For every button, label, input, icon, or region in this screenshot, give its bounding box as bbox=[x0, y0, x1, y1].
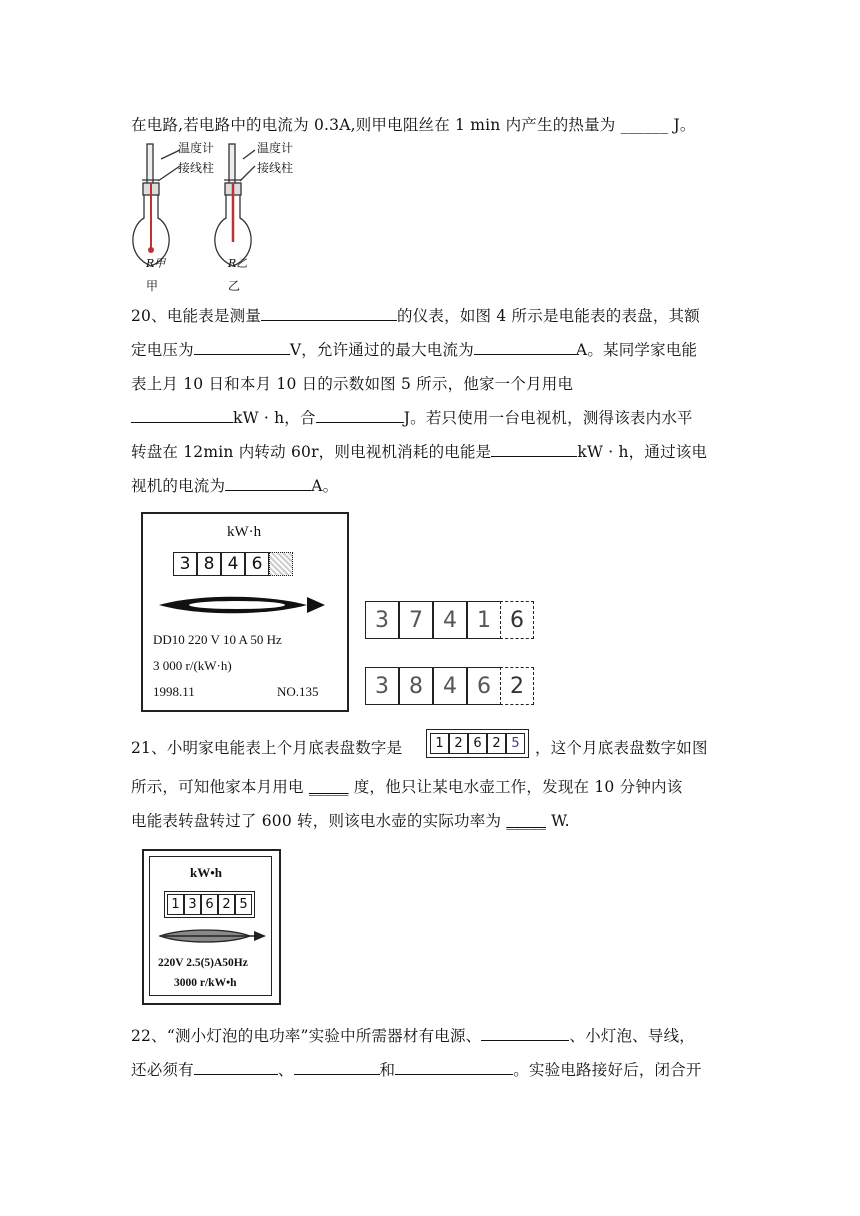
blank-instrument-2 bbox=[194, 1060, 278, 1075]
meter-digit: 3 bbox=[173, 552, 197, 576]
meter-unit: kW·h bbox=[227, 524, 262, 540]
q22-line-2: 还必须有 、 和 。实验电路接好后，闭合开 bbox=[131, 1061, 702, 1079]
reading-last-month bbox=[365, 601, 534, 639]
blank-measure bbox=[261, 306, 397, 321]
blank-tv-energy bbox=[491, 442, 577, 457]
meter-rev: 3000 r/kW•h bbox=[174, 977, 237, 989]
meter-spec: DD10 220 V 10 A 50 Hz bbox=[153, 632, 282, 647]
blank-max-current bbox=[474, 340, 576, 355]
meter-unit: kW•h bbox=[190, 865, 223, 880]
right-terminal-label: 接线柱 bbox=[257, 161, 294, 175]
meter-spec: 220V 2.5(5)A50Hz bbox=[158, 957, 248, 969]
meter-panel-q21 bbox=[142, 849, 281, 1005]
left-flask bbox=[133, 144, 180, 266]
q22-line-1: 22、“测小灯泡的电功率”实验中所需器材有电源、 、小灯泡、导线， bbox=[131, 1027, 695, 1045]
left-thermometer-label: 温度计 bbox=[178, 141, 215, 155]
meter-arrow-icon bbox=[158, 927, 268, 945]
meter-digit: 3 bbox=[184, 894, 201, 915]
meter-arrow-icon bbox=[157, 592, 327, 618]
meter-panel-fig4 bbox=[141, 512, 349, 712]
blank-instrument-4 bbox=[395, 1060, 513, 1075]
q19-text: 在电路,若电路中的电流为 0.3A,则甲电阻丝在 1 min 内产生的热量为 ______ J。 bbox=[131, 116, 696, 134]
inline-digit: 6 bbox=[468, 733, 487, 754]
q20-line-6: 视机的电流为 A。 bbox=[131, 477, 339, 495]
reading-digit: 4 bbox=[433, 667, 467, 705]
right-resistor-label: R乙 bbox=[228, 257, 248, 270]
meter-digits bbox=[173, 552, 293, 576]
q21-line-1: 21、小明家电能表上个月底表盘数字是 bbox=[131, 739, 403, 757]
q20-line-3: 表上月 10 日和本月 10 日的示数如图 5 所示，他家一个月用电 bbox=[131, 375, 574, 393]
meter-rev: 3 000 r/(kW·h) bbox=[153, 658, 232, 673]
inline-digit-tenths: 5 bbox=[506, 733, 525, 754]
reading-digit: 6 bbox=[467, 667, 500, 705]
meter-no: NO.135 bbox=[277, 684, 319, 699]
blank-kettle-power: _____ bbox=[506, 812, 547, 830]
reading-digit-tenths: 6 bbox=[500, 601, 534, 639]
q20-line-4: kW · h，合 J。若只使用一台电视机，测得该表内水平 bbox=[131, 406, 693, 428]
meter-digit-tenths bbox=[269, 552, 293, 576]
q21-line-3: 电能表转盘转过了 600 转，则该电水壶的实际功率为 _____ W. bbox=[131, 812, 570, 830]
meter-digit: 6 bbox=[201, 894, 218, 915]
meter-digit-tenths: 5 bbox=[235, 894, 252, 915]
meter-year: 1998.11 bbox=[153, 684, 195, 699]
q20-line-1: 20、电能表是测量 的仪表，如图 4 所示是电能表的表盘，其额 bbox=[131, 307, 700, 325]
reading-digit: 1 bbox=[467, 601, 500, 639]
reading-digit: 4 bbox=[433, 601, 467, 639]
left-flask-name: 甲 bbox=[146, 279, 159, 293]
right-flask bbox=[215, 144, 255, 266]
inline-digit: 2 bbox=[487, 733, 506, 754]
reading-this-month bbox=[365, 667, 534, 705]
q21-line-2: 所示，可知他家本月用电 _____ 度，他只让某电水壶工作，发现在 10 分钟内该 bbox=[131, 778, 683, 796]
reading-digit: 3 bbox=[365, 601, 399, 639]
meter-digit: 8 bbox=[197, 552, 221, 576]
right-flask-name: 乙 bbox=[228, 279, 241, 293]
blank-voltage bbox=[194, 340, 290, 355]
q21-line-1b: ，这个月底表盘数字如图 bbox=[535, 739, 708, 757]
blank-instrument-3 bbox=[294, 1060, 380, 1075]
blank-kwh bbox=[131, 408, 233, 423]
meter-digit: 4 bbox=[221, 552, 245, 576]
q20-line-2: 定电压为 V，允许通过的最大电流为 A。某同学家电能 bbox=[131, 341, 698, 359]
inline-digit: 2 bbox=[449, 733, 468, 754]
reading-digit: 8 bbox=[399, 667, 433, 705]
blank-tv-current bbox=[225, 476, 311, 491]
left-terminal-label: 接线柱 bbox=[178, 161, 215, 175]
right-thermometer-label: 温度计 bbox=[257, 141, 294, 155]
blank-joule bbox=[316, 408, 404, 423]
q21-inline-digits bbox=[426, 729, 529, 758]
reading-digit-tenths: 2 bbox=[500, 667, 534, 705]
reading-digit: 7 bbox=[399, 601, 433, 639]
blank-instrument-1 bbox=[481, 1026, 569, 1041]
reading-digit: 3 bbox=[365, 667, 399, 705]
blank-monthly-usage: _____ bbox=[308, 778, 349, 796]
meter-digit: 1 bbox=[167, 894, 184, 915]
meter-digit: 6 bbox=[245, 552, 269, 576]
meter-digit: 2 bbox=[218, 894, 235, 915]
inline-digit: 1 bbox=[430, 733, 449, 754]
left-resistor-label: R甲 bbox=[146, 257, 166, 270]
q20-line-5: 转盘在 12min 内转动 60r，则电视机消耗的电能是 kW · h，通过该电 bbox=[131, 443, 708, 461]
meter-digits bbox=[164, 891, 255, 918]
